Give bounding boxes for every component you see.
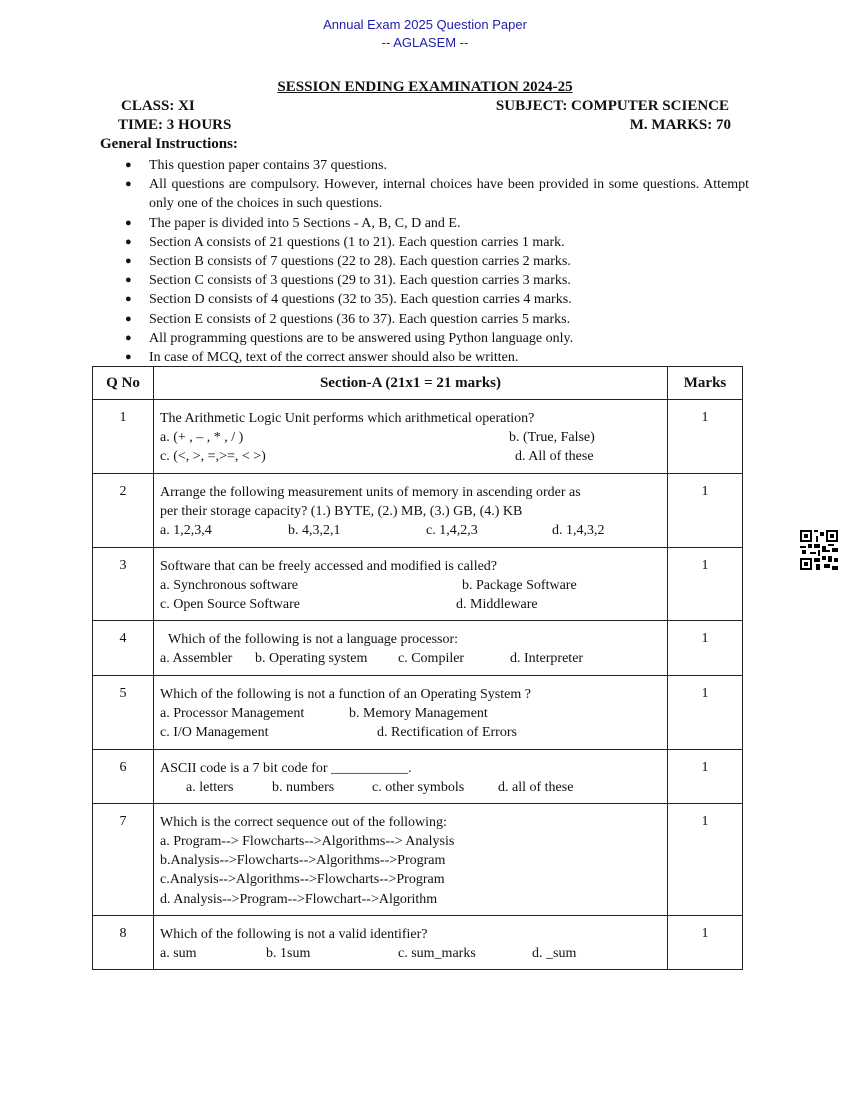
exam-title: SESSION ENDING EXAMINATION 2024-25 xyxy=(277,79,573,95)
question-text: Which of the following is not a valid identifier? xyxy=(160,926,428,942)
option: b. (True, False) xyxy=(509,430,595,446)
question-number: 1 xyxy=(93,400,154,474)
table-row xyxy=(93,473,743,547)
option: c.Analysis-->Algorithms-->Flowcharts-->Program xyxy=(160,872,445,888)
qr-code-icon xyxy=(800,530,838,570)
watermark-title: Annual Exam 2025 Question Paper xyxy=(323,17,527,32)
option: d. _sum xyxy=(532,946,577,962)
question-marks: 1 xyxy=(668,803,743,915)
option: d. 1,4,3,2 xyxy=(552,522,605,538)
question-text: Arrange the following measurement units of memory in ascending order as xyxy=(160,484,581,500)
option: b. 4,3,2,1 xyxy=(288,522,341,538)
option: a. Synchronous software xyxy=(160,577,299,593)
question-cell xyxy=(154,675,668,749)
question-number: 2 xyxy=(93,473,154,547)
option: d. Middleware xyxy=(456,596,538,612)
question-number: 6 xyxy=(93,749,154,803)
question-marks: 1 xyxy=(668,621,743,675)
question-marks: 1 xyxy=(668,400,743,474)
option: d. Interpreter xyxy=(510,651,584,667)
question-number: 3 xyxy=(93,547,154,621)
question-cell xyxy=(154,915,668,969)
question-text: The Arithmetic Logic Unit performs which arithmetical operation? xyxy=(160,411,535,426)
option: b. Memory Management xyxy=(349,705,488,721)
header-marks: Marks xyxy=(668,367,743,400)
table-row xyxy=(93,915,743,969)
instruction-item: ● All programming questions are to be answered using Python language only. xyxy=(149,329,749,348)
time-label: TIME: 3 HOURS xyxy=(118,117,232,133)
option: b. Operating system xyxy=(255,651,368,667)
max-marks-label: M. MARKS: 70 xyxy=(629,117,731,133)
instruction-item: ● All questions are compulsory. However, internal choices have been provided in some questions. Attempt only one of the choices in such questions. xyxy=(149,175,749,213)
question-number: 4 xyxy=(93,621,154,675)
table-row xyxy=(93,803,743,915)
option: c. (<, >, =,>=, < >) xyxy=(160,449,266,465)
option: b. Package Software xyxy=(462,577,577,593)
option: b.Analysis-->Flowcharts-->Algorithms-->Program xyxy=(160,853,446,869)
option: d. Analysis-->Program-->Flowchart-->Algorithm xyxy=(160,891,438,907)
table-row xyxy=(93,547,743,621)
option: a. letters xyxy=(186,779,234,795)
instruction-item: ● Section A consists of 21 questions (1 to 21). Each question carries 1 mark. xyxy=(149,233,749,252)
option: b. 1sum xyxy=(266,946,311,962)
option: d. All of these xyxy=(515,449,594,465)
instruction-item: ● The paper is divided into 5 Sections - A, B, C, D and E. xyxy=(149,214,749,233)
option: c. sum_marks xyxy=(398,946,476,962)
option: c. I/O Management xyxy=(160,724,269,740)
question-marks: 1 xyxy=(668,749,743,803)
option: c. other symbols xyxy=(372,779,465,795)
header-section: Section-A (21x1 = 21 marks) xyxy=(154,367,668,400)
question-text: Which is the correct sequence out of the following: xyxy=(160,814,447,830)
question-text: ASCII code is a 7 bit code for ___________. xyxy=(160,760,412,776)
option: c. Compiler xyxy=(398,651,465,667)
subject-label: SUBJECT: COMPUTER SCIENCE xyxy=(495,98,729,114)
table-row xyxy=(93,400,743,474)
watermark-brand: -- AGLASEM -- xyxy=(381,35,469,50)
instruction-item: ● Section D consists of 4 questions (32 to 35). Each question carries 4 marks. xyxy=(149,290,749,309)
option: c. 1,4,2,3 xyxy=(426,522,478,538)
class-label: CLASS: XI xyxy=(121,98,195,114)
instruction-item: ● Section C consists of 3 questions (29 to 31). Each question carries 3 marks. xyxy=(149,271,749,290)
option: d. all of these xyxy=(498,779,574,795)
question-number: 7 xyxy=(93,803,154,915)
question-cell xyxy=(154,473,668,547)
question-cell xyxy=(154,547,668,621)
instruction-item: ● Section E consists of 2 questions (36 to 37). Each question carries 5 marks. xyxy=(149,310,749,329)
question-number: 5 xyxy=(93,675,154,749)
question-marks: 1 xyxy=(668,675,743,749)
question-marks: 1 xyxy=(668,547,743,621)
option: a. (+ , – , * , / ) xyxy=(160,430,244,446)
option: a. Assembler xyxy=(160,651,233,667)
question-number: 8 xyxy=(93,915,154,969)
option: c. Open Source Software xyxy=(160,596,300,612)
question-text: Software that can be freely accessed and modified is called? xyxy=(160,558,498,574)
instruction-item: ● This question paper contains 37 questions. xyxy=(149,156,749,175)
table-row xyxy=(93,749,743,803)
option: d. Rectification of Errors xyxy=(377,724,517,740)
question-text: Which of the following is not a language processor: xyxy=(168,632,459,648)
instructions-list xyxy=(149,156,749,367)
question-cell xyxy=(154,803,668,915)
question-text: Which of the following is not a function of an Operating System ? xyxy=(160,686,531,702)
question-marks: 1 xyxy=(668,915,743,969)
question-cell xyxy=(154,621,668,675)
header-qno: Q No xyxy=(93,367,154,400)
table-header xyxy=(93,367,743,400)
questions-table xyxy=(92,366,743,970)
instruction-item: ● Section B consists of 7 questions (22 to 28). Each question carries 2 marks. xyxy=(149,252,749,271)
table-row xyxy=(93,621,743,675)
question-marks: 1 xyxy=(668,473,743,547)
option: a. 1,2,3,4 xyxy=(160,522,212,538)
question-text: per their storage capacity? (1.) BYTE, (2.) MB, (3.) GB, (4.) KB xyxy=(160,503,523,519)
instructions-heading: General Instructions: xyxy=(100,136,238,152)
option: a. sum xyxy=(160,946,197,962)
table-row xyxy=(93,675,743,749)
instruction-item: ● In case of MCQ, text of the correct answer should also be written. xyxy=(149,348,749,367)
option: a. Program--> Flowcharts-->Algorithms--> Analysis xyxy=(160,834,455,850)
question-cell xyxy=(154,749,668,803)
option: b. numbers xyxy=(272,779,335,795)
option: a. Processor Management xyxy=(160,705,305,721)
question-cell xyxy=(154,400,668,474)
